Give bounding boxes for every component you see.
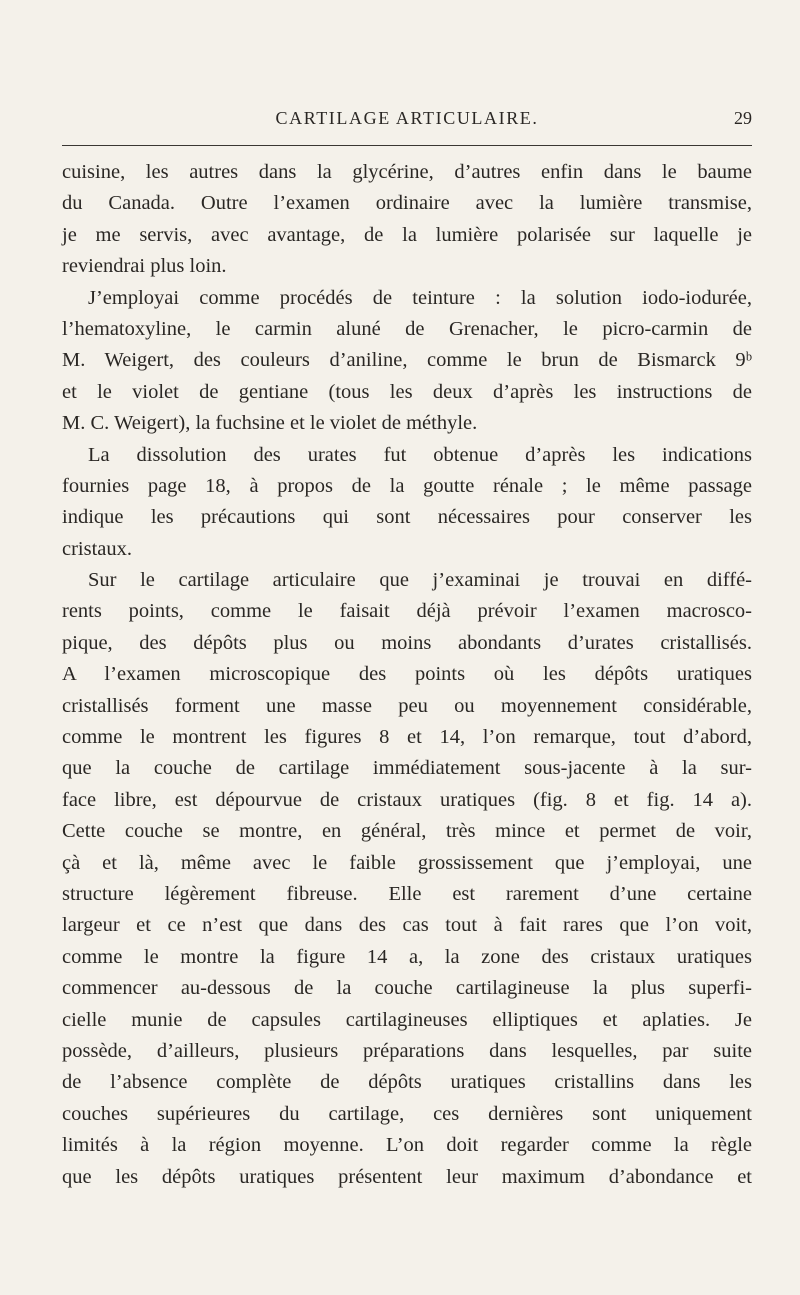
text-line: couches supérieures du cartilage, ces dernières sont uniquement [62, 1102, 752, 1125]
text-line: cristallisés forment une masse peu ou moyennement considérable, [62, 694, 752, 717]
text-line: çà et là, même avec le faible grossissement que j’employai, une [62, 851, 752, 874]
text-line: rents points, comme le faisait déjà prévoir l’examen macrosco- [62, 600, 752, 623]
text-line: je me servis, avec avantage, de la lumière polarisée sur laquelle je [62, 223, 752, 246]
text-line: indique les précautions qui sont nécessaires pour conserver les [62, 506, 752, 529]
text-line: limités à la région moyenne. L’on doit regarder comme la règle [62, 1134, 752, 1157]
running-head [62, 108, 752, 134]
text-line: pique, des dépôts plus ou moins abondants d’urates cristallisés. [62, 631, 752, 654]
text-line: cielle munie de capsules cartilagineuses elliptiques et aplaties. Je [62, 1008, 752, 1031]
text-line: l’hematoxyline, le carmin aluné de Grenacher, le picro-carmin de [62, 317, 752, 340]
text-line: M. Weigert, des couleurs d’aniline, comme le brun de Bismarck 9ᵇ [62, 349, 752, 372]
text-line: comme le montrent les figures 8 et 14, l’on remarque, tout d’abord, [62, 726, 752, 749]
text-line: que les dépôts uratiques présentent leur maximum d’abondance et [62, 1165, 752, 1188]
text-line: La dissolution des urates fut obtenue d’après les indications [88, 443, 752, 466]
text-line: Cette couche se montre, en général, très mince et permet de voir, [62, 820, 752, 843]
text-line: de l’absence complète de dépôts uratiques cristallins dans les [62, 1071, 752, 1094]
text-line: comme le montre la figure 14 a, la zone des cristaux uratiques [62, 945, 752, 968]
text-line: face libre, est dépourvue de cristaux uratiques (fig. 8 et fig. 14 a). [62, 788, 752, 811]
text-line: Sur le cartilage articulaire que j’examinai je trouvai en diffé- [88, 569, 752, 592]
header-rule [62, 145, 752, 146]
text-line: M. C. Weigert), la fuchsine et le violet de méthyle. [62, 412, 478, 435]
text-line: reviendrai plus loin. [62, 255, 227, 278]
text-line: largeur et ce n’est que dans des cas tout à fait rares que l’on voit, [62, 914, 752, 937]
text-line: A l’examen microscopique des points où les dépôts uratiques [62, 663, 752, 686]
page-number: 29 [734, 108, 752, 128]
text-line: fournies page 18, à propos de la goutte rénale ; le même passage [62, 474, 752, 497]
text-line: cristaux. [62, 537, 133, 560]
running-title: CARTILAGE ARTICULAIRE. [275, 108, 539, 128]
body-text [62, 157, 752, 1193]
text-line: du Canada. Outre l’examen ordinaire avec la lumière transmise, [62, 192, 752, 215]
text-line: possède, d’ailleurs, plusieurs préparations dans lesquelles, par suite [62, 1039, 752, 1062]
text-line: structure légèrement fibreuse. Elle est rarement d’une certaine [62, 882, 752, 905]
text-line: que la couche de cartilage immédiatement sous-jacente à la sur- [62, 757, 752, 780]
text-line: cuisine, les autres dans la glycérine, d’autres enfin dans le baume [62, 161, 752, 183]
text-line: J’employai comme procédés de teinture : la solution iodo-iodurée, [88, 286, 752, 309]
text-line: et le violet de gentiane (tous les deux d’après les instructions de [62, 380, 752, 403]
text-line: commencer au-dessous de la couche cartilagineuse la plus superfi- [62, 977, 752, 1000]
